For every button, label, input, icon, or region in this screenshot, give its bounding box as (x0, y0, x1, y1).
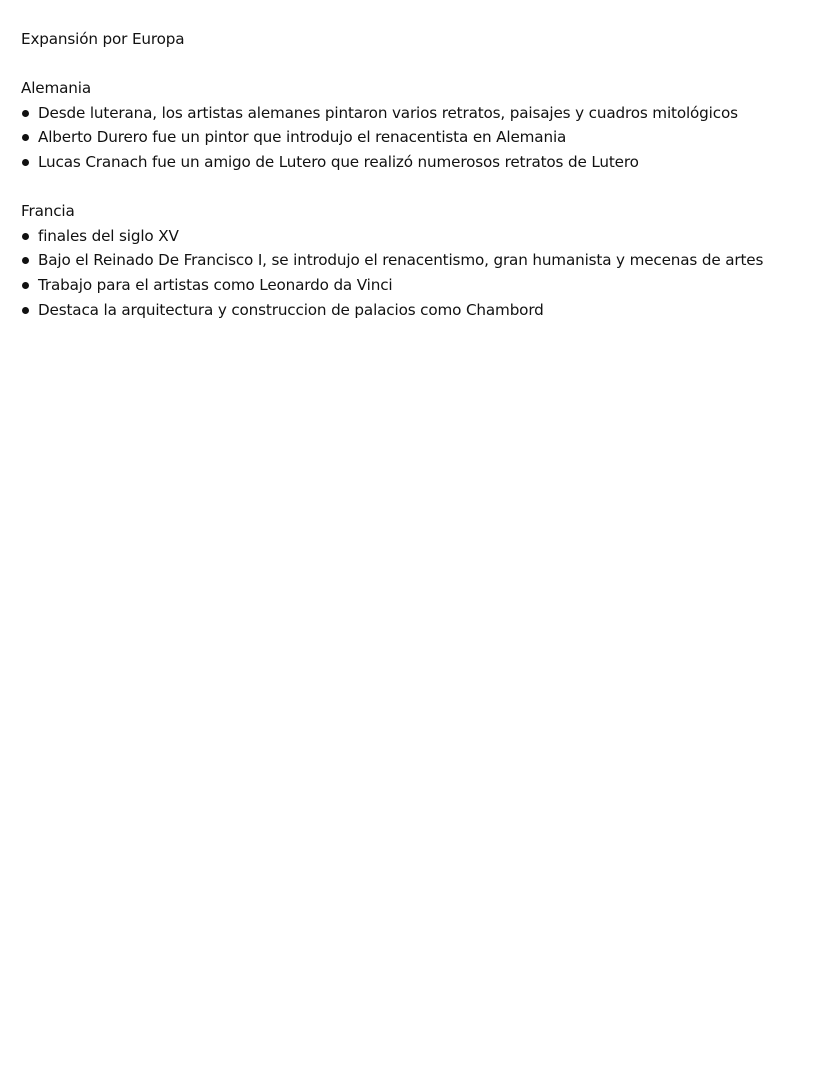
list-item (21, 298, 818, 323)
list-item-text: finales del siglo XV (38, 226, 179, 245)
spacer (21, 175, 818, 200)
bullet-icon (22, 307, 29, 314)
bullet-list (21, 224, 818, 322)
bullet-icon (22, 257, 29, 264)
list-item-text: Destaca la arquitectura y construccion de palacios como Chambord (38, 300, 544, 319)
list-item (21, 101, 818, 126)
bullet-icon (22, 233, 29, 240)
document-title: Expansión por Europa (21, 30, 185, 48)
document-page (21, 27, 818, 322)
bullet-icon (22, 282, 29, 289)
bullet-icon (22, 134, 29, 141)
section-francia (21, 199, 818, 322)
section-heading: Alemania (21, 79, 92, 98)
list-item-text: Trabajo para el artistas como Leonardo da Vinci (38, 275, 393, 294)
bullet-list (21, 101, 818, 175)
bullet-icon (22, 110, 29, 117)
section-alemania (21, 76, 818, 174)
list-item (21, 248, 818, 273)
list-item (21, 273, 818, 298)
list-item-text: Alberto Durero fue un pintor que introdujo el renacentista en Alemania (38, 128, 567, 147)
bullet-icon (22, 159, 29, 166)
list-item (21, 125, 818, 150)
spacer (21, 52, 818, 77)
list-item (21, 150, 818, 175)
list-item (21, 224, 818, 249)
list-item-text: Lucas Cranach fue un amigo de Lutero que realizó numerosos retratos de Lutero (38, 152, 639, 171)
section-heading: Francia (21, 202, 75, 221)
list-item-text: Desde luterana, los artistas alemanes pintaron varios retratos, paisajes y cuadros mitológicos (38, 103, 738, 122)
list-item-text: Bajo el Reinado De Francisco I, se introdujo el renacentismo, gran humanista y mecenas de artes (38, 251, 764, 270)
